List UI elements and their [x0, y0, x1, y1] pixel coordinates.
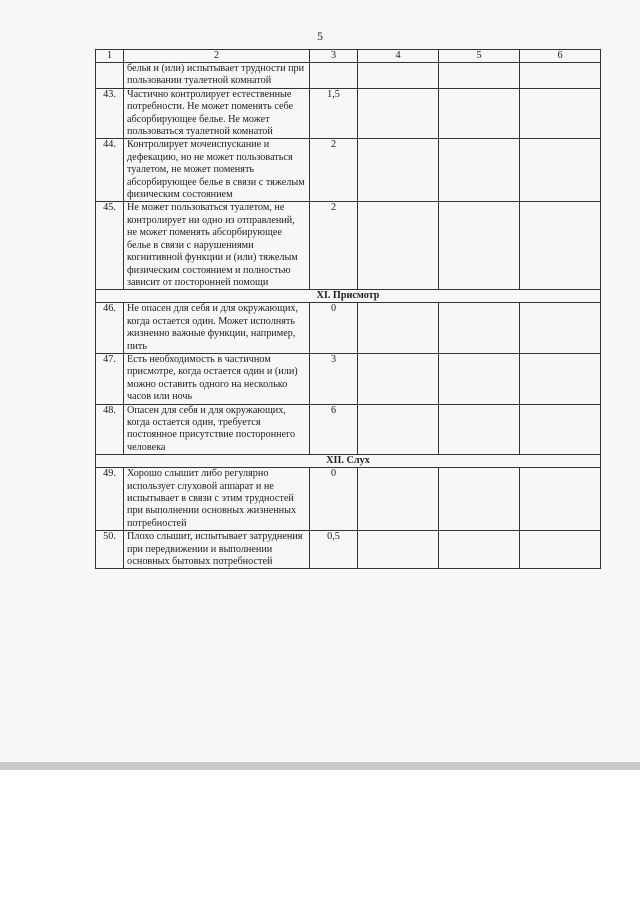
- column-header: 6: [520, 50, 601, 63]
- empty-cell: [520, 88, 601, 139]
- row-description: Плохо слышит, испытывает затруднения при передвижении и выполнении основных бытовых потребностей: [124, 531, 310, 569]
- section-row: [96, 290, 601, 303]
- empty-cell: [358, 202, 439, 290]
- row-description: Хорошо слышит либо регулярно использует слуховой аппарат и не испытывает в связи с этим трудностей при выполнении основных жизненных потребностей: [124, 468, 310, 531]
- section-title: XI. Присмотр: [96, 290, 601, 303]
- section-title: XII. Слух: [96, 455, 601, 468]
- table-row: [96, 139, 601, 202]
- empty-cell: [358, 139, 439, 202]
- row-score: 0: [310, 303, 358, 354]
- empty-cell: [439, 303, 520, 354]
- empty-cell: [358, 404, 439, 455]
- row-number: 44.: [96, 139, 124, 202]
- row-description: Есть необходимость в частичном присмотре, когда остается один и (или) можно оставить одного на несколько часов или ночь: [124, 353, 310, 404]
- row-description: Контролирует мочеиспускание и дефекацию, но не может пользоваться туалетом, не может поменять абсорбирующее белье в связи с тяжелым физическим состоянием: [124, 139, 310, 202]
- row-score: 6: [310, 404, 358, 455]
- row-description: Частично контролирует естественные потребности. Не может поменять себе абсорбирующее белье. Не может пользоваться туалетной комнатой: [124, 88, 310, 139]
- empty-cell: [358, 468, 439, 531]
- empty-cell: [520, 353, 601, 404]
- table-row: [96, 531, 601, 569]
- table-row: [96, 88, 601, 139]
- empty-cell: [439, 63, 520, 89]
- empty-cell: [520, 404, 601, 455]
- empty-cell: [520, 202, 601, 290]
- table-row: [96, 353, 601, 404]
- empty-cell: [439, 404, 520, 455]
- row-score: [310, 63, 358, 89]
- row-score: 0,5: [310, 531, 358, 569]
- row-description: белья и (или) испытывает трудности при пользовании туалетной комнатой: [124, 63, 310, 89]
- column-header: 5: [439, 50, 520, 63]
- row-description: Не опасен для себя и для окружающих, когда остается один. Может исполнять жизненно важные функции, например, пить: [124, 303, 310, 354]
- empty-cell: [439, 531, 520, 569]
- empty-cell: [358, 531, 439, 569]
- empty-cell: [358, 303, 439, 354]
- table-row: [96, 468, 601, 531]
- empty-cell: [439, 88, 520, 139]
- empty-cell: [520, 531, 601, 569]
- row-score: 2: [310, 139, 358, 202]
- row-description: Опасен для себя и для окружающих, когда остается один, требуется постоянное присутствие постороннего человека: [124, 404, 310, 455]
- empty-cell: [520, 303, 601, 354]
- empty-cell: [358, 353, 439, 404]
- table-row: [96, 303, 601, 354]
- empty-cell: [358, 63, 439, 89]
- row-number: [96, 63, 124, 89]
- column-header: 3: [310, 50, 358, 63]
- row-score: 1,5: [310, 88, 358, 139]
- page-number: 5: [317, 29, 323, 43]
- row-number: 45.: [96, 202, 124, 290]
- empty-cell: [439, 468, 520, 531]
- row-number: 47.: [96, 353, 124, 404]
- empty-cell: [439, 202, 520, 290]
- empty-cell: [520, 468, 601, 531]
- row-number: 43.: [96, 88, 124, 139]
- column-header: 2: [124, 50, 310, 63]
- row-number: 46.: [96, 303, 124, 354]
- row-score: 3: [310, 353, 358, 404]
- scan-edge: [0, 762, 640, 770]
- row-number: 48.: [96, 404, 124, 455]
- row-score: 2: [310, 202, 358, 290]
- table-row: [96, 202, 601, 290]
- empty-cell: [358, 88, 439, 139]
- column-header: 1: [96, 50, 124, 63]
- empty-cell: [520, 63, 601, 89]
- section-row: [96, 455, 601, 468]
- column-header: 4: [358, 50, 439, 63]
- empty-cell: [439, 353, 520, 404]
- empty-cell: [439, 139, 520, 202]
- row-number: 49.: [96, 468, 124, 531]
- table-row: [96, 63, 601, 89]
- table-header-row: [96, 50, 601, 63]
- row-number: 50.: [96, 531, 124, 569]
- table-row: [96, 404, 601, 455]
- row-score: 0: [310, 468, 358, 531]
- empty-cell: [520, 139, 601, 202]
- assessment-table: [95, 49, 601, 569]
- row-description: Не может пользоваться туалетом, не контролирует ни одно из отправлений, не может поменять абсорбирующее белье в связи с нарушениями когнитивной функции и (или) тяжелым физическим состоянием и полностью зависит от посторонней помощи: [124, 202, 310, 290]
